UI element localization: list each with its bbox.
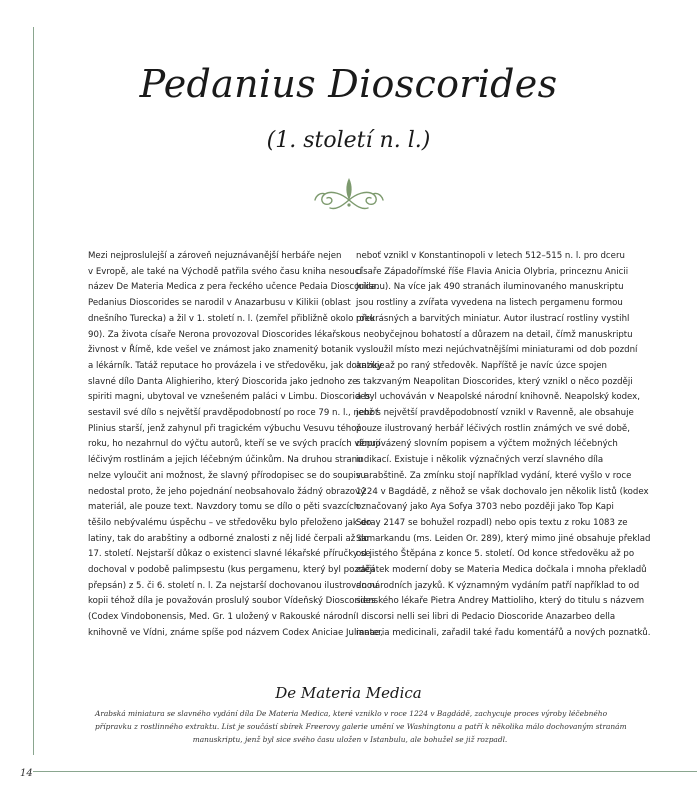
page-subtitle: (1. století n. l.): [266, 128, 431, 153]
body-text-line: roku, ho nezahrnul do výčtu autorů, kteří se ve svých pracích věnují: [88, 439, 381, 450]
body-text-line: indikací. Existuje i několik význačných verzí slavného díla: [356, 455, 604, 466]
body-text-line: Pedanius Dioscorides se narodil v Anazarbusu v Kilikii (oblast: [88, 298, 351, 309]
caption-line: Arabská miniatura se slavného vydání díla De Materia Medica, které vzniklo v roce 1224 v Bagdádě, zachycuje proces výroby léčebného: [95, 709, 608, 718]
body-text-line: I discorsi nelli sei libri di Pedacio Dioscoride Anazarbeo della: [356, 612, 616, 623]
body-text-line: nedostal proto, že jeho pojednání neobsahovalo žádný obrazový: [88, 486, 366, 497]
body-text-line: materia medicinali, zařadil také řadu komentářů a nových poznatků.: [356, 627, 651, 638]
body-text-line: dochoval v podobě palimpsestu (kus pergamenu, který byl později: [88, 565, 375, 576]
body-text-line: dnešního Turecka) a žil v 1. století n. l. (zemřel přibližně okolo roku: [88, 313, 375, 324]
caption-title: De Materia Medica: [275, 684, 422, 702]
body-text-line: s takzvaným Neapolitan Dioscorides, který vznikl o něco později: [356, 376, 633, 387]
body-text-line: Julianu). Na více jak 490 stranách iluminovaného manuskriptu: [356, 282, 624, 293]
caption-line: přípravku z rostlinného extraktu. List je součástí sbírek Freerovy galerie umění ve Washingtonu a patří k několika málo dochovaným stranám: [95, 722, 627, 732]
body-text-line: Plinius starší, jenž zahynul při tragickém výbuchu Vesuvu téhož: [88, 423, 361, 434]
body-text-line: 17. století. Nejstarší důkaz o existenci slavné lékařské příručky se: [88, 549, 371, 560]
body-text-line: materiál, ale pouze text. Navzdory tomu se dílo o pěti svazcích: [88, 502, 360, 513]
figure-caption: [95, 707, 627, 747]
body-text-line: spiriti magni, ubytoval ve vznešeném paláci v Limbu. Dioscorides: [88, 392, 371, 403]
body-text-line: pouze ilustrovaný herbář léčivých rostlin známých ve své době,: [356, 423, 630, 434]
floral-ornament-icon: [312, 172, 386, 216]
body-text-line: antiky až po raný středověk. Napříště je navíc úzce spojen: [356, 360, 607, 371]
body-text-line: 1224 v Bagdádě, z něhož se však dochovalo jen několik listů (kodex: [356, 486, 649, 497]
body-text-line: (Codex Vindobonensis, Med. Gr. 1 uložený v Rakouské národní: [88, 612, 356, 623]
body-text-line: léčivým rostlinám a jejich léčebným účinkům. Na druhou stranu: [88, 455, 363, 466]
caption-line: manuskriptu, jenž byl sice svého času uložen v Istanbulu, ale bohužel se již rozpadl.: [192, 735, 508, 745]
body-text-line: s neobyčejnou bohatostí a důrazem na detail, čímž manuskriptu: [356, 329, 633, 340]
body-text-line: doprovázený slovním popisem a výčtem možných léčebných: [356, 439, 618, 450]
body-text-line: těšilo nebývalému úspěchu – ve středověku bylo přeloženo jak do: [88, 517, 372, 528]
body-text-line: přepsán) z 5. či 6. století n. l. Za nejstarší dochovanou ilustrovanou: [88, 580, 378, 591]
body-text-line: v Evropě, ale také na Východě patřila svého času kniha nesoucí: [88, 266, 362, 277]
body-text-line: sestavil své dílo s největší pravděpodobností po roce 79 n. l., neboť: [88, 408, 379, 419]
body-text-line: slavné dílo Danta Alighieriho, který Dioscorida jako jednoho ze: [88, 376, 358, 387]
body-text-line: knihovně ve Vídni, známe spíše pod názvem Codex Aniciae Julianae,: [88, 627, 383, 638]
body-text-line: překrásných a barvitých miniatur. Autor ilustrací rostliny vystihl: [356, 313, 630, 324]
body-text-line: Mezi nejproslulejší a zároveň nejuznávanější herbáře nejen: [88, 251, 342, 261]
body-text-line: vysloužil místo mezi nejúchvatnějšími miniaturami od dob pozdní: [356, 345, 638, 356]
body-text-line: 90). Za života císaře Nerona provozoval Dioscorides lékařskou: [88, 329, 356, 340]
body-text-line: název De Materia Medica z pera řeckého učence Pedaia Dioscorida.: [88, 282, 379, 293]
body-text-line: neboť vznikl v Konstantinopoli v letech 512–515 n. l. pro dceru: [356, 251, 625, 261]
body-text-line: nelze vyloučit ani možnost, že slavný přírodopisec se do soupisu: [88, 470, 366, 481]
body-text-line: jenž s největší pravděpodobností vznikl v Ravenně, ale obsahuje: [356, 408, 634, 419]
body-text-line: sienského lékaře Pietra Andrey Mattioliho, který do titulu s názvem: [356, 596, 645, 607]
page-title: Pedanius Dioscorides: [139, 62, 558, 106]
body-text-line: v arabštině. Za zmínku stojí například vydání, které vyšlo v roce: [356, 470, 632, 481]
body-text-line: císaře Západořímské říše Flavia Anicia Olybria, princeznu Anicii: [356, 266, 629, 277]
body-text-line: latiny, tak do arabštiny a odborné znalosti z něj lidé čerpali až do: [88, 533, 369, 544]
body-text-line: a lékárník. Tatáž reputace ho provázela i ve středověku, jak dokazuje: [88, 360, 385, 371]
page-number: 14: [20, 768, 33, 779]
body-text-line: živnost v Římě, kde vešel ve známost jako znamenitý botanik: [88, 345, 354, 356]
body-text-line: začátek moderní doby se Materia Medica dočkala i mnoha překladů: [356, 565, 647, 576]
body-text-line: do národních jazyků. K významným vydáním patří například to od: [356, 580, 640, 591]
body-text-line: kopii téhož díla je považován proslulý soubor Vídeňský Dioscorides: [88, 596, 376, 607]
body-text-line: od jistého Štěpána z konce 5. století. Od konce středověku až po: [356, 549, 635, 560]
body-text-line: Samarkandu (ms. Leiden Or. 289), který mimo jiné obsahuje překlad: [356, 533, 651, 544]
body-column-left: [88, 249, 385, 642]
body-text-line: označovaný jako Aya Sofya 3703 nebo později jako Top Kapi: [356, 502, 614, 513]
body-text-line: jsou rostliny a zvířata vyvedena na listech pergamenu formou: [356, 298, 623, 309]
body-column-right: [356, 249, 651, 642]
body-text-line: Seray 2147 se bohužel rozpadl) nebo opis textu z roku 1083 ze: [356, 517, 628, 528]
footer-rule: [33, 771, 697, 772]
body-text-line: a byl uchováván v Neapolské národní knihovně. Neapolský kodex,: [356, 392, 640, 403]
